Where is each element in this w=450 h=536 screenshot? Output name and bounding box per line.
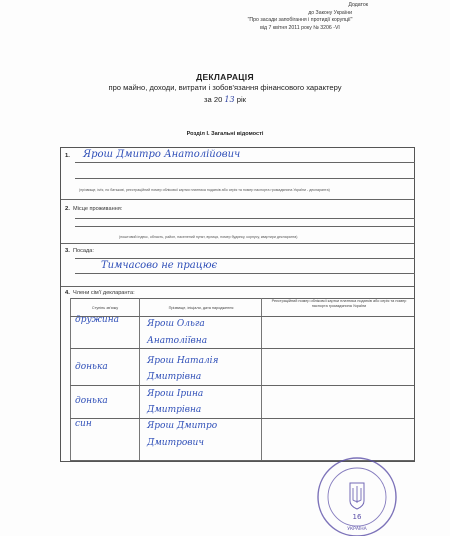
trident-icon — [353, 486, 361, 503]
family-relation-3[interactable]: донька — [75, 396, 108, 406]
family-name-1-line-1[interactable]: Ярош Ольга — [147, 319, 205, 329]
field-3-label: Посада: — [73, 248, 94, 254]
year-value: 13 — [224, 95, 235, 104]
field-1-value[interactable]: Ярош Дмитро Анатолійович — [83, 149, 241, 160]
annex-line-2: до Закону України — [308, 9, 352, 16]
field-2-line-1 — [75, 218, 415, 219]
field-3-line-2 — [75, 273, 415, 274]
field-1-line-2 — [75, 178, 415, 179]
field-2-line-2 — [75, 226, 415, 227]
family-col-sep-2 — [261, 298, 262, 461]
field-3-line-1 — [75, 258, 415, 259]
family-col-sep-1 — [139, 298, 140, 461]
field-4-label: Члени сім'ї декларанта: — [73, 290, 135, 296]
stamp-number: 16 — [352, 513, 362, 521]
official-stamp — [316, 456, 398, 536]
document-year — [0, 95, 450, 104]
family-row-divider-1 — [70, 348, 414, 349]
family-row-divider-3 — [70, 418, 414, 419]
divider-2 — [61, 243, 414, 244]
family-name-2-line-2[interactable]: Дмитрівна — [147, 372, 202, 382]
divider-3 — [61, 286, 414, 287]
field-1-number: 1. — [65, 153, 70, 159]
family-relation-2[interactable]: донька — [75, 362, 108, 372]
family-name-1-line-2[interactable]: Анатоліївна — [147, 336, 208, 346]
family-header-bottom — [70, 316, 414, 317]
document-title: ДЕКЛАРАЦІЯ — [196, 72, 254, 82]
family-name-3-line-2[interactable]: Дмитрівна — [147, 405, 202, 415]
stamp-country: УКРАЇНА — [347, 527, 367, 532]
family-name-4-line-2[interactable]: Дмитрович — [147, 438, 204, 448]
section-title: Розділ І. Загальні відомості — [186, 131, 264, 137]
family-col-tax-id: Реєстраційний номер облікової картки платника податків або серія та номер паспорта громадянина України — [271, 299, 407, 308]
annex-header — [200, 2, 400, 32]
declaration-form — [60, 147, 415, 462]
field-1-hint: (прізвище, ім'я, по батькові, реєстраційний номер облікової картки платника податків або серія та номер паспорта громадянина України - декларанта) — [79, 188, 330, 192]
year-prefix: за 20 — [204, 95, 223, 104]
family-name-4-line-1[interactable]: Ярош Дмитро — [147, 421, 218, 431]
field-1-line-1 — [75, 162, 415, 163]
family-relation-4[interactable]: син — [75, 419, 92, 429]
field-3-number: 3. — [65, 248, 70, 254]
field-2-hint: (поштовий індекс, область, район, населений пункт, вулиця, номер будинку, корпусу, квартири декларанта) — [119, 235, 298, 239]
family-name-2-line-1[interactable]: Ярош Наталія — [147, 356, 219, 366]
field-2-label: Місце проживання: — [73, 206, 123, 212]
family-relation-1[interactable]: дружина — [75, 315, 120, 325]
annex-line-1: Додаток — [348, 2, 368, 8]
document-subtitle: про майно, доходи, витрати і зобов'язання фінансового характеру — [108, 83, 342, 92]
family-col-relation: Ступінь зв'язку — [91, 306, 119, 310]
field-3-value[interactable]: Тимчасово не працює — [101, 260, 218, 271]
field-2-number: 2. — [65, 206, 70, 212]
family-row-divider-2 — [70, 385, 414, 386]
field-4-number: 4. — [65, 290, 70, 296]
family-name-3-line-1[interactable]: Ярош Ірина — [147, 389, 204, 399]
year-suffix: рік — [236, 95, 246, 104]
annex-line-4: від 7 квітня 2011 року № 3206 -VI — [260, 24, 340, 31]
family-table-left — [70, 298, 71, 461]
family-col-name: Прізвище, ініціали, дата народження — [168, 306, 234, 310]
annex-line-3: "Про засади запобігання і протидії корупції" — [247, 17, 353, 24]
divider-1 — [61, 199, 414, 200]
